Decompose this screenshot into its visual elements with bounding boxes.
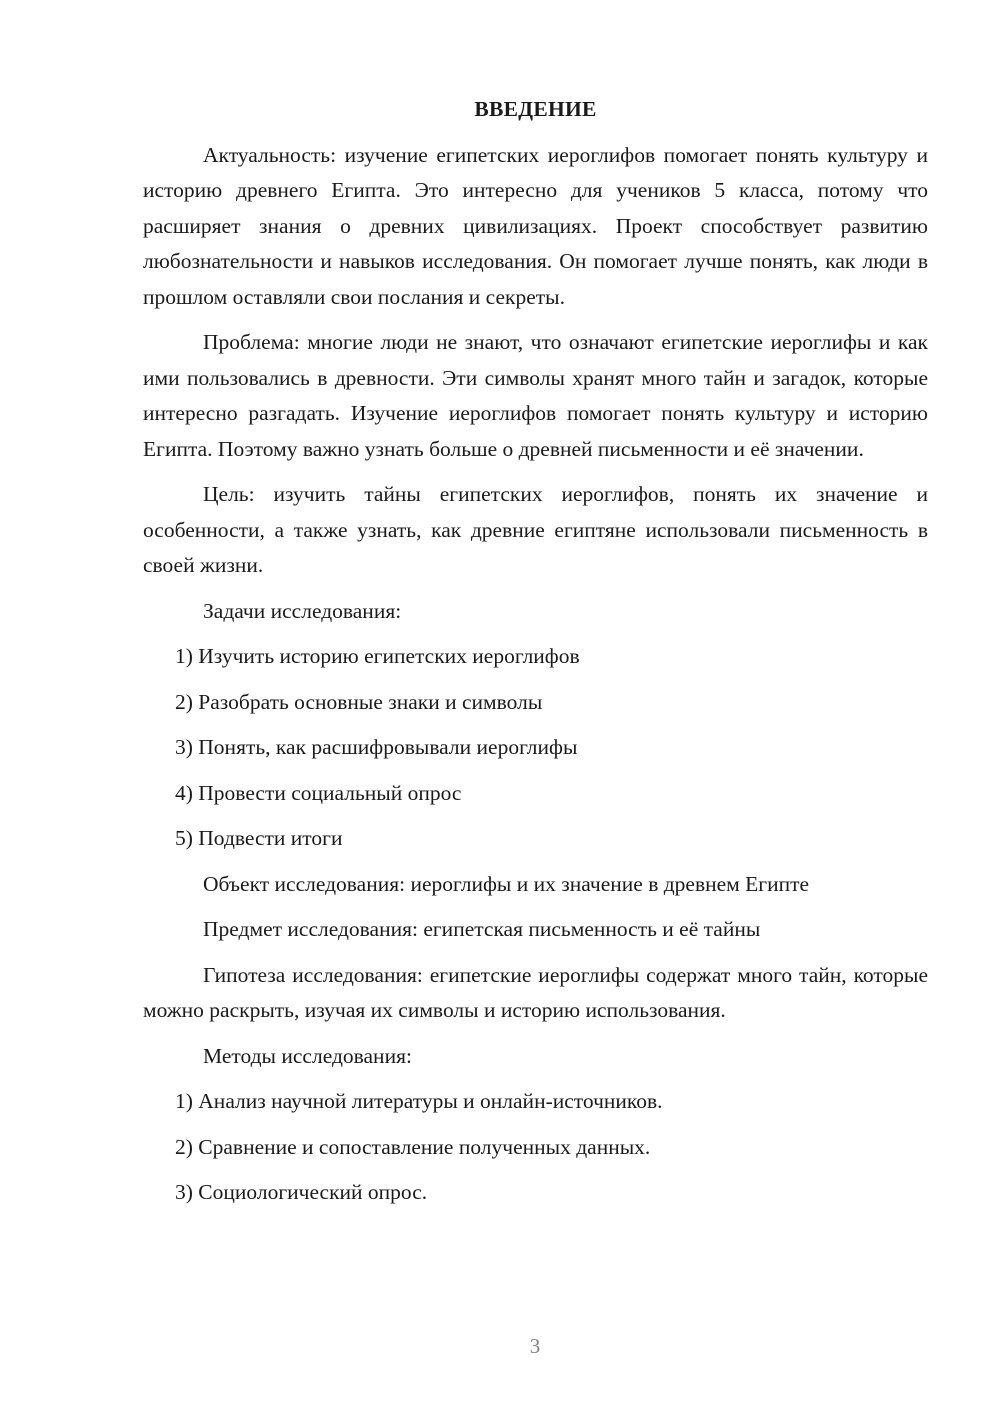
page-number: 3 xyxy=(529,1334,541,1358)
task-item: 4) Провести социальный опрос xyxy=(175,780,462,805)
page-content xyxy=(143,92,928,1221)
object-line: Объект исследования: иероглифы и их значение в древнем Египте xyxy=(203,871,810,896)
tasks-heading: Задачи исследования: xyxy=(203,598,402,623)
method-item: 1) Анализ научной литературы и онлайн-источников. xyxy=(175,1089,663,1113)
goal-paragraph: Цель: изучить тайны египетских иероглифов, понять их значение и особенности, а также узнать, как древние египтяне использовали письменность в своей жизни. xyxy=(143,482,928,577)
section-title: ВВЕДЕНИЕ xyxy=(474,97,597,121)
hypothesis-paragraph: Гипотеза исследования: египетские иероглифы содержат много тайн, которые можно раскрыть, изучая их символы и историю использования. xyxy=(143,962,928,1022)
task-item: 5) Подвести итоги xyxy=(175,826,343,850)
subject-line: Предмет исследования: египетская письменность и её тайны xyxy=(203,917,761,941)
method-item: 3) Социологический опрос. xyxy=(175,1180,428,1204)
methods-heading: Методы исследования: xyxy=(203,1043,412,1068)
method-item: 2) Сравнение и сопоставление полученных данных. xyxy=(175,1134,651,1159)
task-item: 3) Понять, как расшифровывали иероглифы xyxy=(175,735,578,759)
task-item: 2) Разобрать основные знаки и символы xyxy=(175,689,543,714)
relevance-paragraph: Актуальность: изучение египетских иероглифов помогает понять культуру и историю древнего Египта. Это интересно для учеников 5 класса, потому что расширяет знания о древних цивилизациях. Проект способствует развитию любознательности и навыков исследования. Он помогает лучше понять, как люди в прошлом оставляли свои послания и секреты. xyxy=(143,142,928,309)
problem-paragraph: Проблема: многие люди не знают, что означают египетские иероглифы и как ими пользовались в древности. Эти символы хранят много тайн и загадок, которые интересно разгадать. Изучение иероглифов помогает понять культуру и историю Египта. Поэтому важно узнать больше о древней письменности и её значении. xyxy=(143,330,928,461)
task-item: 1) Изучить историю египетских иероглифов xyxy=(175,644,580,668)
